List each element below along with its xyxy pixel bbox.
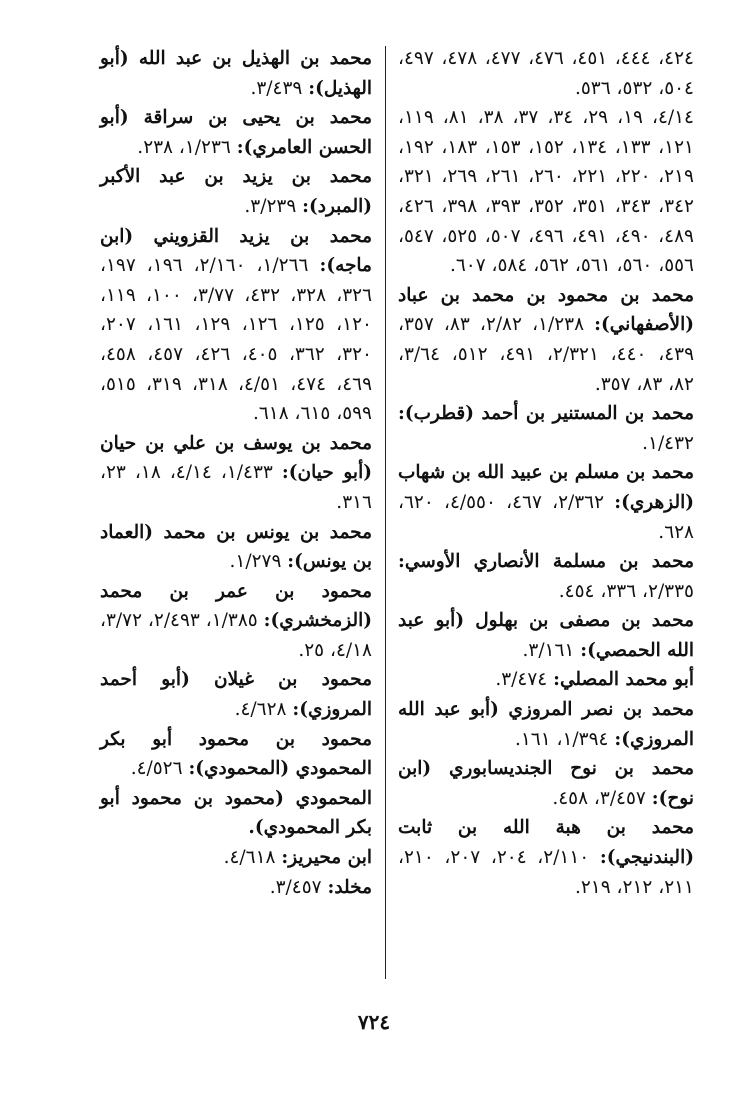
entry-references: ٣/٤٥٧، ٤٥٨. xyxy=(552,787,652,809)
entry-references: ٤/٦٢٨. xyxy=(234,699,293,721)
index-entry xyxy=(398,754,694,813)
left-column xyxy=(100,44,372,902)
index-entry xyxy=(398,458,694,547)
index-entry xyxy=(100,665,372,724)
entry-references: ١/٣٩٤، ١٦١. xyxy=(514,728,615,750)
entry-name: محمد بن نوح الجنديسابوري (ابن نوح): xyxy=(398,758,694,809)
right-column xyxy=(398,44,694,902)
column-divider xyxy=(385,46,386,979)
entry-references: ٤/٦١٨. xyxy=(223,847,282,869)
entry-name: محمد بن هبة الله بن ثابت (البندنيجي): xyxy=(398,817,694,869)
index-entry xyxy=(100,873,372,903)
entry-references: ٤٢٤، ٤٤٤، ٤٥١، ٤٧٦، ٤٧٧، ٤٧٨، ٤٩٧، ٥٠٤، ٥٣٢، ٥٣٦. xyxy=(398,48,694,99)
index-entry xyxy=(100,843,372,873)
entry-references: ١/٤٣٢. xyxy=(642,432,694,454)
entry-references: ٢/٣٣٥، ٣٣٦، ٤٥٤. xyxy=(558,580,694,602)
index-entry xyxy=(398,695,694,754)
entry-name: محمد بن يحيى بن سراقة (أبو الحسن العامري): xyxy=(100,107,372,158)
entry-references: ٣/٤٧٤. xyxy=(495,669,554,691)
index-entry xyxy=(398,103,694,281)
entry-references: ٣/٤٥٧. xyxy=(269,876,328,898)
page-number: ٧٢٤ xyxy=(357,1010,391,1034)
index-entry xyxy=(398,547,694,606)
index-entry xyxy=(398,813,694,902)
entry-references: ٣/١٦١. xyxy=(522,639,581,661)
entry-name: محمد بن يوسف بن علي بن حيان (أبو حيان): xyxy=(100,432,372,484)
entry-name: محمود بن محمود أبو بكر المحمودي (المحمودي): xyxy=(100,728,372,780)
index-entry xyxy=(100,725,372,784)
entry-references: ١/٤٣٣، ٤/١٤، ١٨، ٢٣، ٣١٦. xyxy=(100,462,372,513)
index-entry xyxy=(398,399,694,458)
index-entry xyxy=(100,103,372,162)
entry-name: محمد بن مسلم بن عبيد الله بن شهاب (الزهري): xyxy=(398,462,694,513)
entry-references: ٣/٤٣٩. xyxy=(250,77,309,99)
index-entry xyxy=(398,281,694,399)
entry-name: محمد بن المستنير بن أحمد (قطرب): xyxy=(398,403,694,425)
index-entry xyxy=(398,665,694,695)
entry-references: ١/٢٣٨، ٢/٨٢، ٨٣، ٣٥٧، ٤٣٩، ٤٤٠، ٢/٣٢١، ٤٩١، ٥١٢، ٣/٦٤، ٨٢، ٨٣، ٣٥٧. xyxy=(398,314,695,395)
index-entry xyxy=(100,162,372,221)
entry-name: محمد بن مسلمة الأنصاري الأوسي: xyxy=(398,551,694,573)
entry-references: ٤/١٤، ١٩، ٢٩، ٣٤، ٣٧، ٣٨، ٨١، ١١٩، ١٢١، ١٣٣، ١٣٤، ١٥٢، ١٥٣، ١٨٣، ١٩٢، ٢١٩، ٢٢٠، ٢٢١، ٢٦٠، ٢٦١، ٢٦٩، ٣٢١، ٣٤٢، ٣٤٣، ٣٥١، ٣٥٢، ٣٩٣، ٣٩٨، ٤٢٦، ٤٨٩، ٤٩٠، ٤٩١، ٤٩٦، ٥٠٧، ٥٢٥، ٥٤٧، ٥٥٦، ٥٦٠، ٥٦١، ٥٦٢، ٥٨٤، ٦٠٧. xyxy=(398,107,694,277)
entry-name: محمد بن الهذيل بن عبد الله (أبو الهذيل): xyxy=(100,48,372,99)
index-entry xyxy=(398,606,694,665)
entry-name: ابن محيريز: xyxy=(281,847,372,869)
index-entry xyxy=(100,784,372,843)
entry-references: ١/٣٨٥، ٢/٤٩٣، ٣/٧٢، ٤/١٨، ٢٥. xyxy=(100,610,372,661)
entry-name: أبو محمد المصلي: xyxy=(553,669,694,691)
entry-references: ٢/١١٠، ٢٠٤، ٢٠٧، ٢١٠، ٢١١، ٢١٢، ٢١٩. xyxy=(398,847,694,898)
entry-references: ١/٢٧٩. xyxy=(229,551,288,573)
entry-references: ٢/٣٦٢، ٤٦٧، ٤/٥٥٠، ٦٢٠، ٦٢٨. xyxy=(398,491,694,543)
entry-name: مخلد: xyxy=(327,876,372,898)
index-entry xyxy=(100,429,372,518)
entry-name: محمود بن عمر بن محمد (الزمخشري): xyxy=(100,580,372,632)
index-entry xyxy=(398,44,694,103)
entry-name: محمد بن يزيد بن عبد الأكبر (المبرد): xyxy=(100,166,372,217)
entry-references: ١/٢٣٦، ٢٣٨. xyxy=(137,136,237,158)
entry-references: ٣/٢٣٩. xyxy=(244,195,303,217)
entry-name: محمد بن يزيد القزويني (ابن ماجه): xyxy=(100,225,372,277)
entry-references: ١/٢٦٦، ٢/١٦٠، ١٩٦، ١٩٧، ٣٢٦، ٣٢٨، ٤٣٢، ٣/٧٧، ١٠٠، ١١٩، ١٢٠، ١٢٥، ١٢٦، ١٢٩، ١٦١، ٢٠٧، ٣٢٠، ٣٦٢، ٤٠٥، ٤٢٦، ٤٥٧، ٤٥٨، ٤٦٩، ٤٧٤، ٤/٥١، ٣١٨، ٣١٩، ٥١٥، ٥٩٩، ٦١٥، ٦١٨. xyxy=(100,255,373,425)
entry-name: محمد بن مصفى بن بهلول (أبو عبد الله الحمصي): xyxy=(398,610,694,661)
index-entry xyxy=(100,577,372,666)
index-entry xyxy=(100,44,372,103)
entry-references: ٤/٥٢٦. xyxy=(130,758,189,780)
index-entry xyxy=(100,518,372,577)
entry-name: محمود بن غيلان (أبو أحمد المروزي): xyxy=(100,669,372,721)
entry-name: محمد بن محمود بن محمد بن عباد (الأصفهاني): xyxy=(398,284,694,336)
index-entry xyxy=(100,222,372,429)
entry-name: محمد بن يونس بن محمد (العماد بن يونس): xyxy=(100,521,372,573)
entry-name: المحمودي (محمود بن محمود أبو بكر المحمودي). xyxy=(100,787,372,839)
entry-name: محمد بن نصر المروزي (أبو عبد الله المروزي): xyxy=(398,699,694,750)
